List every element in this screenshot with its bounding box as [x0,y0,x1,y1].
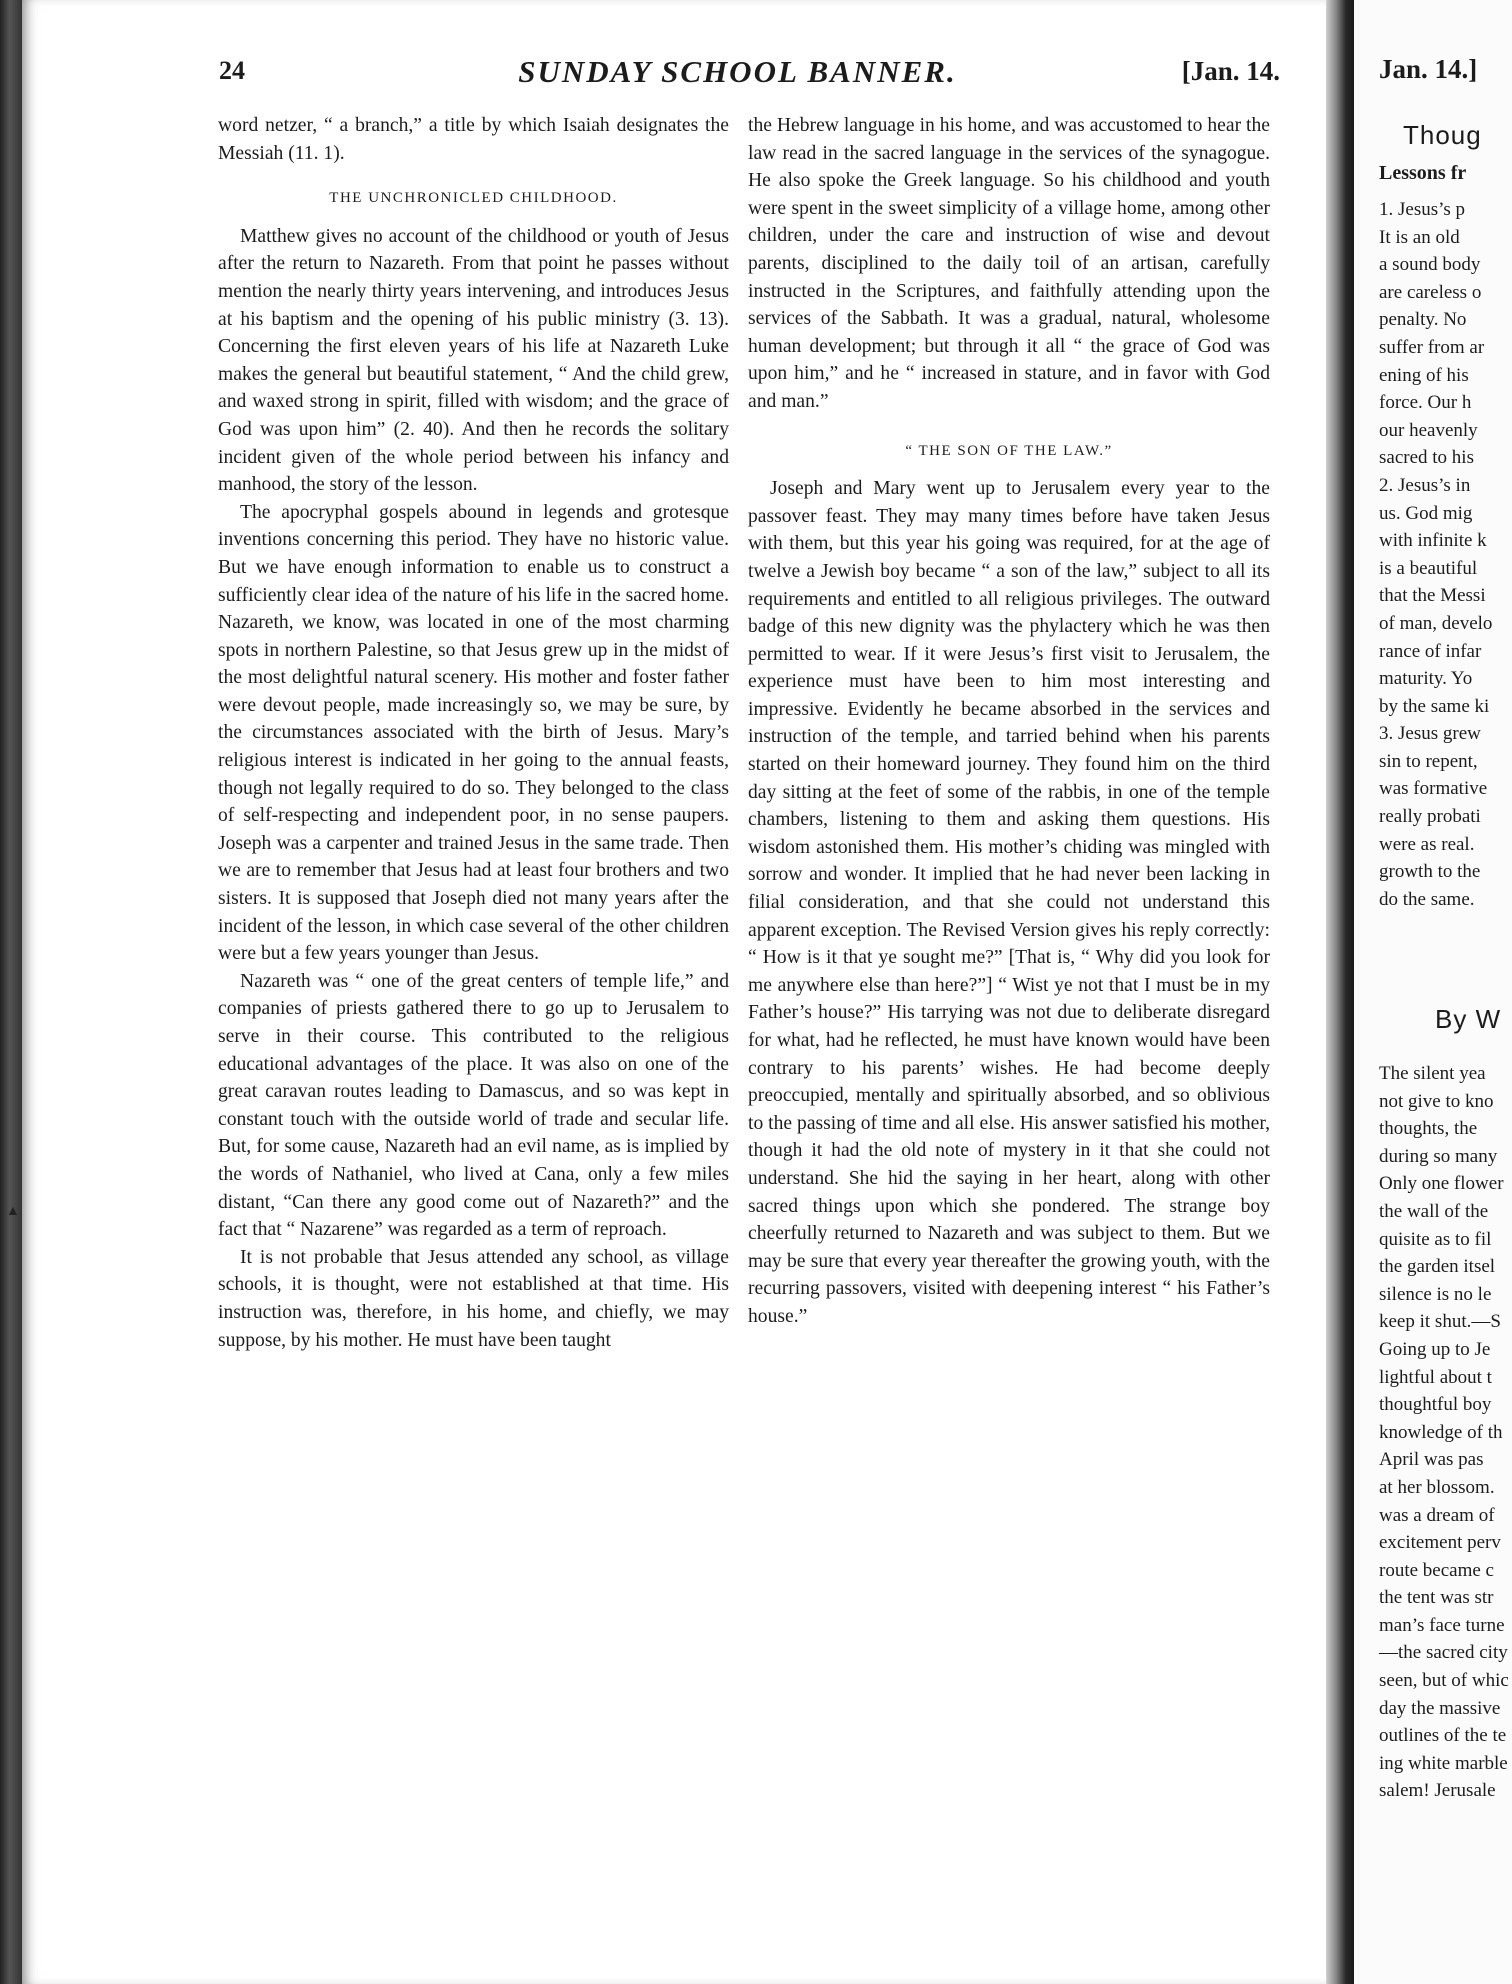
paragraph: It is not probable that Jesus attended any school, as village schools, it is thought, were not established at that time. His instruction was, therefore, in his home, and chiefly, we may suppose, by his mother. He must have been taught [218,1246,729,1351]
right-page-heading: Thoug [1403,120,1482,150]
paragraph: Nazareth was “ one of the great centers of temple life,” and companies of priests gathered there to go up to Jerusalem to serve in their course. This contributed to the religious educational advantages of the place. It was also on one of the great caravan routes leading to Damascus, and so was kept in constant touch with the outside world of trade and secular life. But, for some cause, Nazareth had an evil name, as is implied by the words of Nathaniel, who lived at Cana, only a few miles distant, “Can there any good come out of Nazareth?” and the fact that “ Nazarene” was regarded as a term of reproach. [218,970,729,1241]
right-page-line: ing white marble [1379,1752,1508,1774]
right-page-line: 2. Jesus’s in [1379,474,1471,496]
right-page-line: ening of his [1379,364,1469,386]
right-page-line: is a beautiful [1379,557,1478,579]
right-page-line: salem! Jerusale [1379,1780,1496,1802]
right-page-line: the wall of the [1379,1200,1489,1222]
right-page-line: It is an old [1379,226,1460,248]
right-page-line: the tent was str [1379,1587,1494,1609]
right-page-line: 1. Jesus’s p [1379,199,1466,220]
issue-date: [Jan. 14. [1181,56,1280,86]
book-spine [0,0,24,1984]
paragraph: Matthew gives no account of the childhood or youth of Jesus after the return to Nazareth. From that point he passes without mention the nearly thirty years intervening, and introduces Jesus at his baptism and the opening of his public ministry (3. 13). Concerning the first eleven years of his life at Nazareth Luke makes the general but beautiful statement, “ And the child grew, and waxed strong in spirit, filled with wisdom; and the grace of God was upon him” (2. 40). And then he records the solitary incident given of the whole period between his infancy and manhood, the story of the lesson. [218,225,729,496]
right-page-lines-2 [1379,1060,1509,1805]
right-page-line: silence is no le [1379,1283,1492,1305]
page-number: 24 [219,56,245,85]
right-page-subheading: Lessons fr [1379,162,1467,184]
column-1-opening: word netzer, “ a branch,” a title by which Isaiah designates the Messiah (11. 1). [218,115,729,164]
right-page-line: penalty. No [1379,309,1467,331]
right-page-line: not give to kno [1379,1090,1494,1112]
paragraph: The apocryphal gospels abound in legends and grotesque inventions concerning this period. They have no historic value. But we have enough information to enable us to construct a sufficiently clear idea of the nature of his life in the sacred home. Nazareth, we know, was located in one of the most charming spots in northern Palestine, so that Jesus grew up in the midst of the most delightful natural scenery. His mother and foster father were devout people, made increasingly so, we may be sure, by the circumstances associated with the birth of Jesus. Mary’s religious interest is indicated in her going to the annual feasts, though not legally required to do so. They belonged to the class of self-respecting and independent poor, in no sense paupers. Joseph was a carpenter and trained Jesus in the same trade. Then we are to remember that Jesus had at least four brothers and two sisters. It is supposed that Joseph died not many years after the incident of the lesson, in which case several of the other children were but a few years younger than Jesus. [218,501,729,965]
right-page-line: during so many [1379,1145,1498,1167]
right-page-line: route became c [1379,1559,1494,1581]
right-page-line: sacred to his [1379,447,1474,469]
right-page-line: growth to the [1379,861,1481,883]
right-page-line: was a dream of [1379,1504,1495,1526]
right-page-line: quisite as to fil [1379,1228,1492,1250]
right-page-line: the garden itsel [1379,1256,1496,1278]
right-page-line: rance of infar [1379,640,1482,662]
right-page-line: sin to repent, [1379,750,1478,772]
right-page-line: by the same ki [1379,695,1490,717]
right-page-line: The silent yea [1379,1063,1486,1084]
right-page-line: thoughtful boy [1379,1394,1492,1416]
right-page-line: are careless o [1379,281,1482,303]
margin-mark: ▲ [6,1204,20,1219]
column-2 [748,112,1270,1331]
right-page-heading-2: By W [1435,1004,1502,1034]
right-page-line: with infinite k [1379,530,1487,552]
right-page-line: maturity. Yo [1379,668,1473,690]
section-heading-son-of-the-law: “ THE SON OF THE LAW.” [905,442,1113,459]
column-2-opening: the Hebrew language in his home, and was accustomed to hear the law read in the sacred language in the services of the synagogue. He also spoke the Greek language. So his childhood and youth were spent in the sweet simplicity of a village home, among other children, under the care and instruction of wise and devout parents, disciplined to the daily toil of an artisan, carefully instructed in the Scriptures, and faithfully attending upon the services of the Sabbath. It was a gradual, natural, wholesome human development; but through it all “ the grace of God was upon him,” and he “ increased in stature, and in favor with God and man.” [748,115,1270,412]
right-page-line: outlines of the te [1379,1725,1507,1747]
right-page-line: suffer from ar [1379,336,1485,358]
right-page-line: —the sacred city [1379,1642,1508,1664]
right-page-line: at her blossom. [1379,1476,1495,1498]
right-page-line: our heavenly [1379,419,1478,441]
right-page-line: Going up to Je [1379,1338,1491,1360]
right-page-line: 3. Jesus grew [1379,723,1481,745]
right-page-line: really probati [1379,806,1481,828]
column-1 [218,112,729,1354]
right-page-line: day the massive [1379,1697,1501,1719]
right-page-line: force. Our h [1379,392,1472,414]
right-page-line: knowledge of th [1379,1421,1503,1443]
right-page-line: keep it shut.—S [1379,1311,1501,1333]
right-page-line: a sound body [1379,254,1481,276]
publication-title: SUNDAY SCHOOL BANNER. [518,54,957,89]
running-header [195,52,1280,102]
right-page-line: do the same. [1379,888,1475,910]
right-page-line: that the Messi [1379,585,1486,607]
right-page-line: Only one flower [1379,1173,1504,1195]
paragraph: Joseph and Mary went up to Jerusalem every year to the passover feast. They may many times before have taken Jesus with them, but this year his going was required, for at the age of twelve a Jewish boy became “ a son of the law,” subject to all its requirements and entitled to all religious privileges. The outward badge of this new dignity was the phylactery which he was then permitted to wear. If it were Jesus’s first visit to Jerusalem, the experience must have been to him most interesting and impressive. Evidently he became absorbed in the services and instruction of the temple, and tarried behind when his parents started on their homeward journey. They found him on the third day sitting at the feet of some of the rabbis, in one of the temple chambers, listening to them and asking them questions. His wisdom astonished them. His mother’s chiding was mingled with sorrow and wonder. It implied that he had never been lacking in filial consideration, and that she could not understand this apparent exception. The Revised Version gives his reply correctly: “ How is it that ye sought me?” [That is, “ Why did you look for me anywhere else than here?”] “ Wist ye not that I must be in my Father’s house?” His tarrying was not due to deliberate disregard for what, had he reflected, he must have known would have been contrary to his parents’ wishes. He had become deeply preoccupied, mentally and spiritually absorbed, and so oblivious to the passing of time and all else. His answer satisfied his mother, though it had the old note of mystery in it that she could not understand. She hid the saying in her heart, along with other sacred things upon which she pondered. The strange boy cheerfully returned to Nazareth and was subject to them. But we may be sure that every year thereafter the growing youth, with the recurring passovers, visited with deepening interest “ his Father’s house.” [748,478,1270,1327]
right-page-line: us. God mig [1379,502,1473,524]
right-page-line: thoughts, the [1379,1118,1478,1140]
right-page-line: seen, but of whic [1379,1670,1509,1692]
right-page-line: of man, develo [1379,612,1493,634]
page-gutter [1326,0,1354,1984]
right-page-line: man’s face turne [1379,1614,1505,1636]
right-page-line: excitement perv [1379,1532,1501,1554]
right-page-line: lightful about t [1379,1366,1492,1388]
right-page-line: were as real. [1379,833,1475,855]
right-page-line: April was pas [1379,1449,1484,1471]
right-page-date: Jan. 14.] [1379,54,1478,84]
right-page-line: was formative [1379,778,1488,800]
right-page-lines [1379,196,1492,913]
section-heading-unchronicled-childhood: THE UNCHRONICLED CHILDHOOD. [329,190,618,207]
